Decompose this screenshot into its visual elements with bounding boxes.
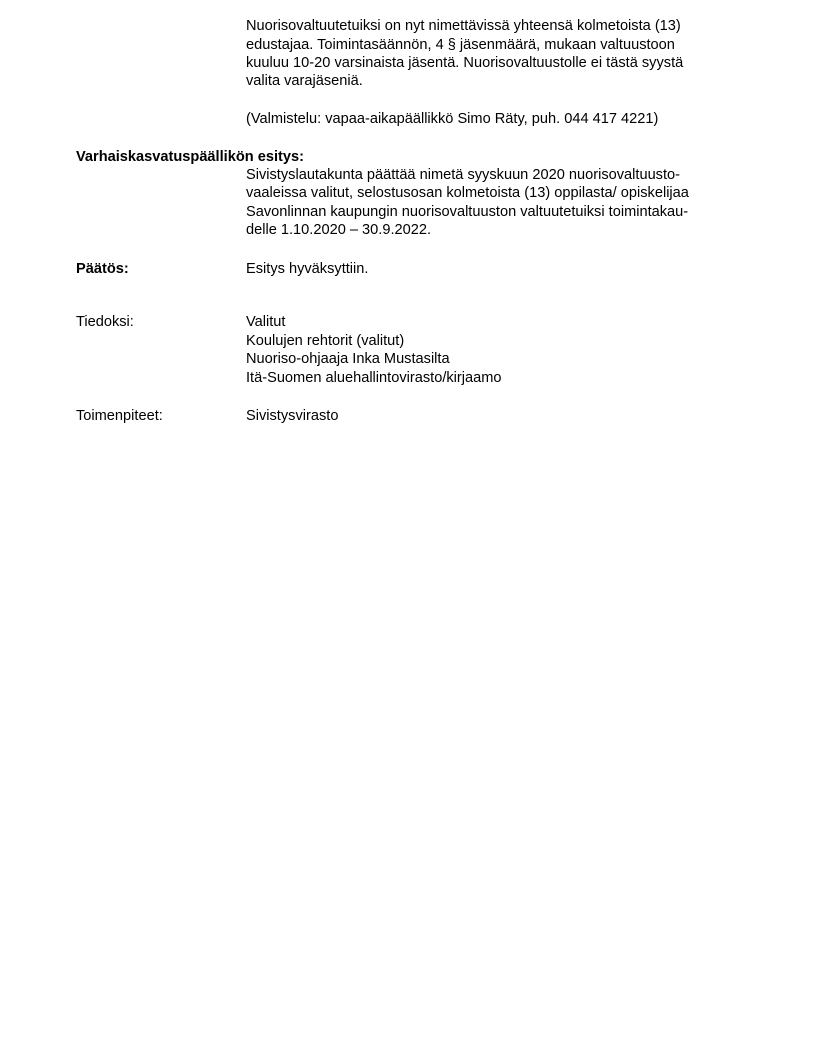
notice-item: Koulujen rehtorit (valitut) — [246, 333, 405, 349]
notice-item: Valitut — [246, 314, 286, 330]
proposal-line: delle 1.10.2020 – 30.9.2022. — [246, 222, 432, 238]
intro-line: edustajaa. Toimintasäännön, 4 § jäsenmäärä, mukaan valtuustoon — [246, 37, 675, 53]
intro-line: Nuorisovaltuutetuiksi on nyt nimettävissä yhteensä kolmetoista (13) — [246, 18, 681, 34]
proposal-line: Savonlinnan kaupungin nuorisovaltuuston valtuutetuiksi toimintakau- — [246, 204, 689, 220]
intro-line: valita varajäseniä. — [246, 73, 363, 89]
notice-label: Tiedoksi: — [76, 314, 134, 330]
notice-item: Nuoriso-ohjaaja Inka Mustasilta — [246, 351, 450, 367]
decision-label: Päätös: — [76, 261, 129, 277]
intro-line: kuuluu 10-20 varsinaista jäsentä. Nuorisovaltuustolle ei tästä syystä — [246, 55, 684, 71]
proposal-line: Sivistyslautakunta päättää nimetä syyskuun 2020 nuorisovaltuusto- — [246, 167, 681, 183]
actions-label: Toimenpiteet: — [76, 408, 163, 424]
proposal-line: vaaleissa valitut, selostusosan kolmetoista (13) oppilasta/ opiskelijaa — [246, 185, 689, 201]
notice-item: Itä-Suomen aluehallintovirasto/kirjaamo — [246, 370, 502, 386]
decision-text: Esitys hyväksyttiin. — [246, 261, 369, 277]
proposal-heading: Varhaiskasvatuspäällikön esitys: — [76, 149, 304, 165]
preparer-note: (Valmistelu: vapaa-aikapäällikkö Simo Räty, puh. 044 417 4221) — [246, 111, 659, 127]
actions-text: Sivistysvirasto — [246, 408, 339, 424]
